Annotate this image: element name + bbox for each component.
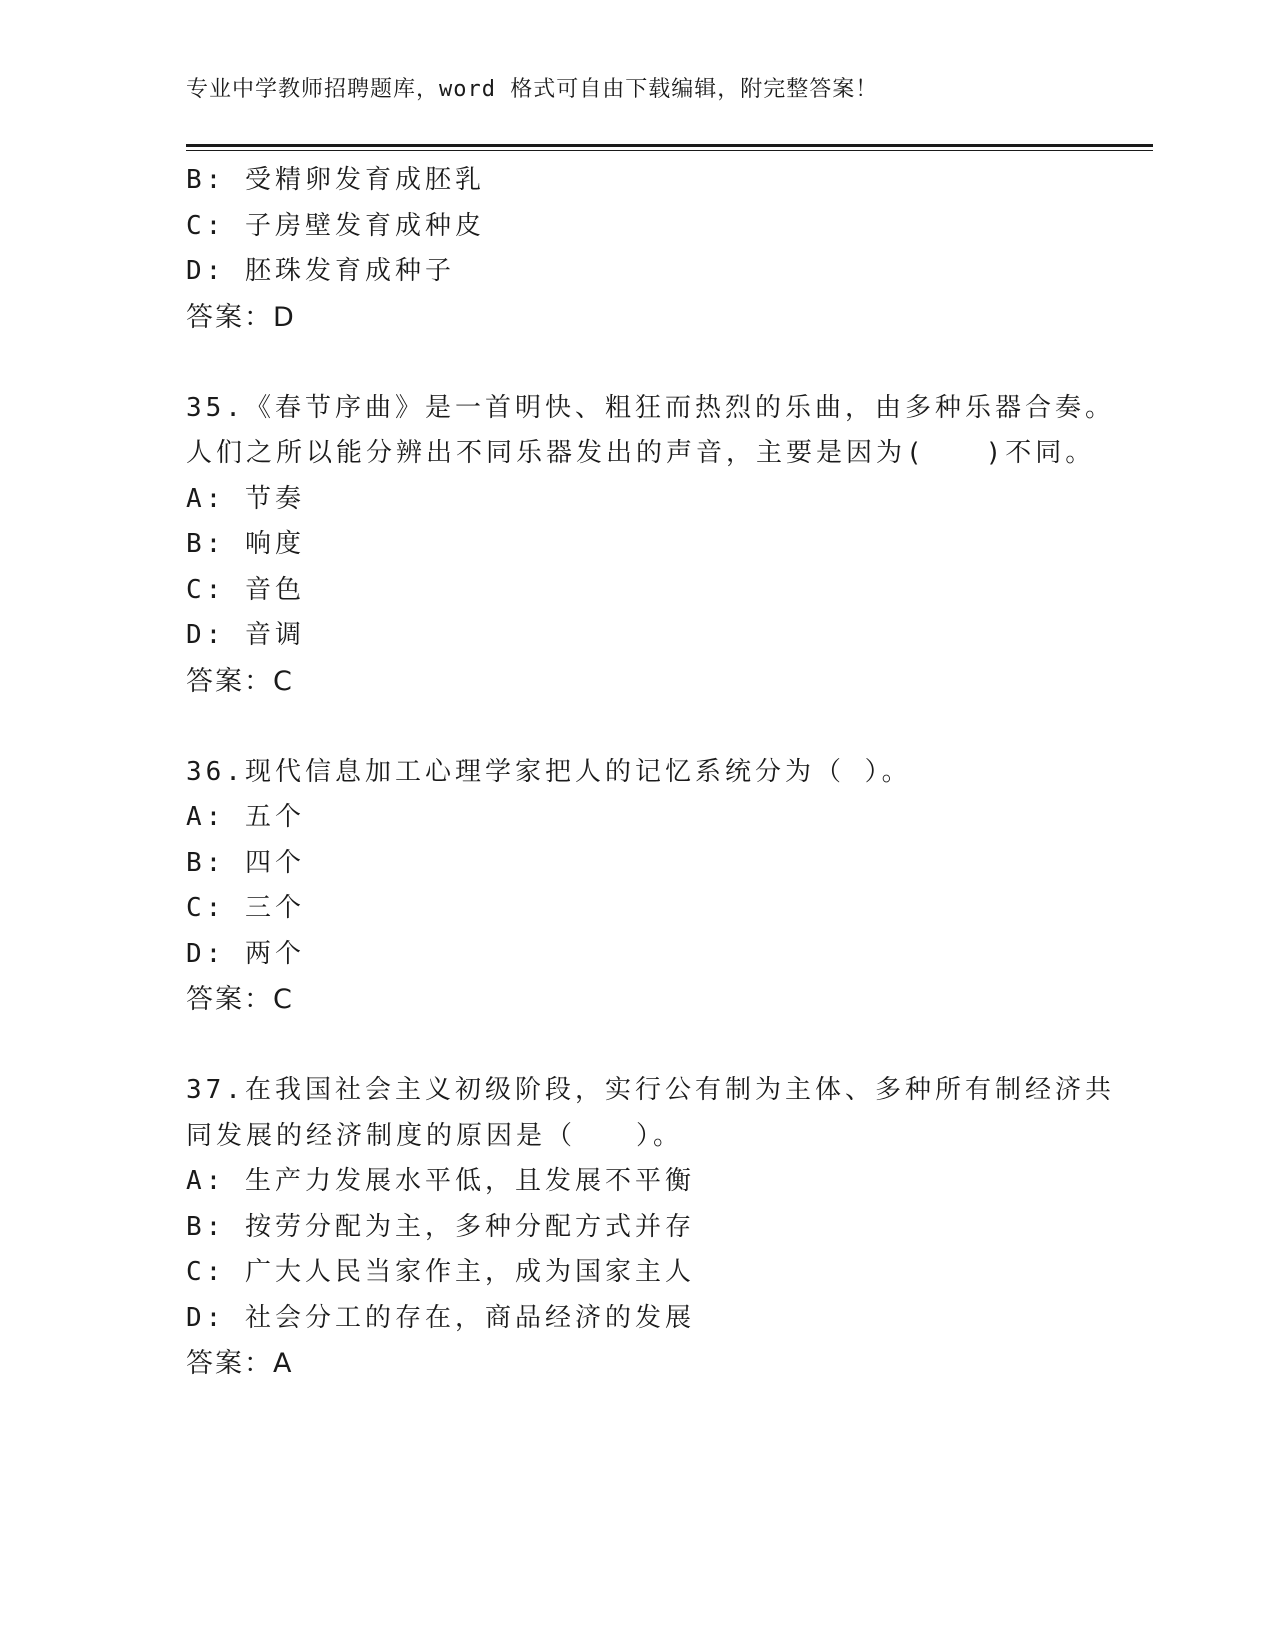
question-stem-line: 37.在我国社会主义初级阶段，实行公有制为主体、多种所有制经济共	[186, 1075, 1115, 1105]
question-37	[186, 1068, 1115, 1387]
question-36	[186, 750, 1086, 1023]
question-stem-line: 35.《春节序曲》是一首明快、粗狂而热烈的乐曲，由多种乐器合奏。	[186, 392, 1115, 423]
question-35	[186, 386, 1115, 705]
option-d: D: 音调	[186, 620, 305, 650]
page-header-title: 专业中学教师招聘题库，word 格式可自由下载编辑，附完整答案！	[186, 77, 879, 102]
spacer	[186, 704, 1086, 750]
answer-line: 答案：A	[186, 1348, 294, 1379]
spacer	[186, 1023, 1086, 1069]
option-b: B: 四个	[186, 847, 305, 878]
option-b: B: 响度	[186, 529, 305, 559]
header-divider-thin-line	[186, 150, 1153, 151]
option-a: A: 五个	[186, 802, 305, 832]
option-d: D: 社会分工的存在，商品经济的发展	[186, 1302, 695, 1333]
question-stem-line: 同发展的经济制度的原因是（ ）。	[186, 1120, 684, 1151]
option-c: C: 三个	[186, 893, 305, 923]
answer-line: 答案：D	[186, 301, 296, 333]
option-c: C: 音色	[186, 574, 305, 605]
option-b: B: 按劳分配为主，多种分配方式并存	[186, 1211, 695, 1242]
question-stem-line: 36.现代信息加工心理学家把人的记忆系统分为（ ）。	[186, 756, 912, 787]
option-a: A: 生产力发展水平低，且发展不平衡	[186, 1166, 695, 1196]
answer-line: 答案：C	[186, 665, 294, 697]
header-divider	[186, 144, 1153, 152]
question-list	[186, 158, 1115, 1387]
question-34-continuation	[186, 158, 1086, 340]
option-b: B: 受精卵发育成胚乳	[186, 165, 485, 195]
option-a: A: 节奏	[186, 483, 305, 514]
option-c: C: 子房壁发育成种皮	[186, 210, 485, 241]
option-d: D: 两个	[186, 938, 305, 969]
question-stem-line: 人们之所以能分辨出不同乐器发出的声音，主要是因为( )不同。	[186, 438, 1096, 468]
answer-line: 答案：C	[186, 984, 294, 1015]
header-divider-thick-line	[186, 144, 1153, 147]
option-d: D: 胚珠发育成种子	[186, 256, 455, 286]
spacer	[186, 340, 1086, 386]
option-c: C: 广大人民当家作主，成为国家主人	[186, 1257, 695, 1287]
